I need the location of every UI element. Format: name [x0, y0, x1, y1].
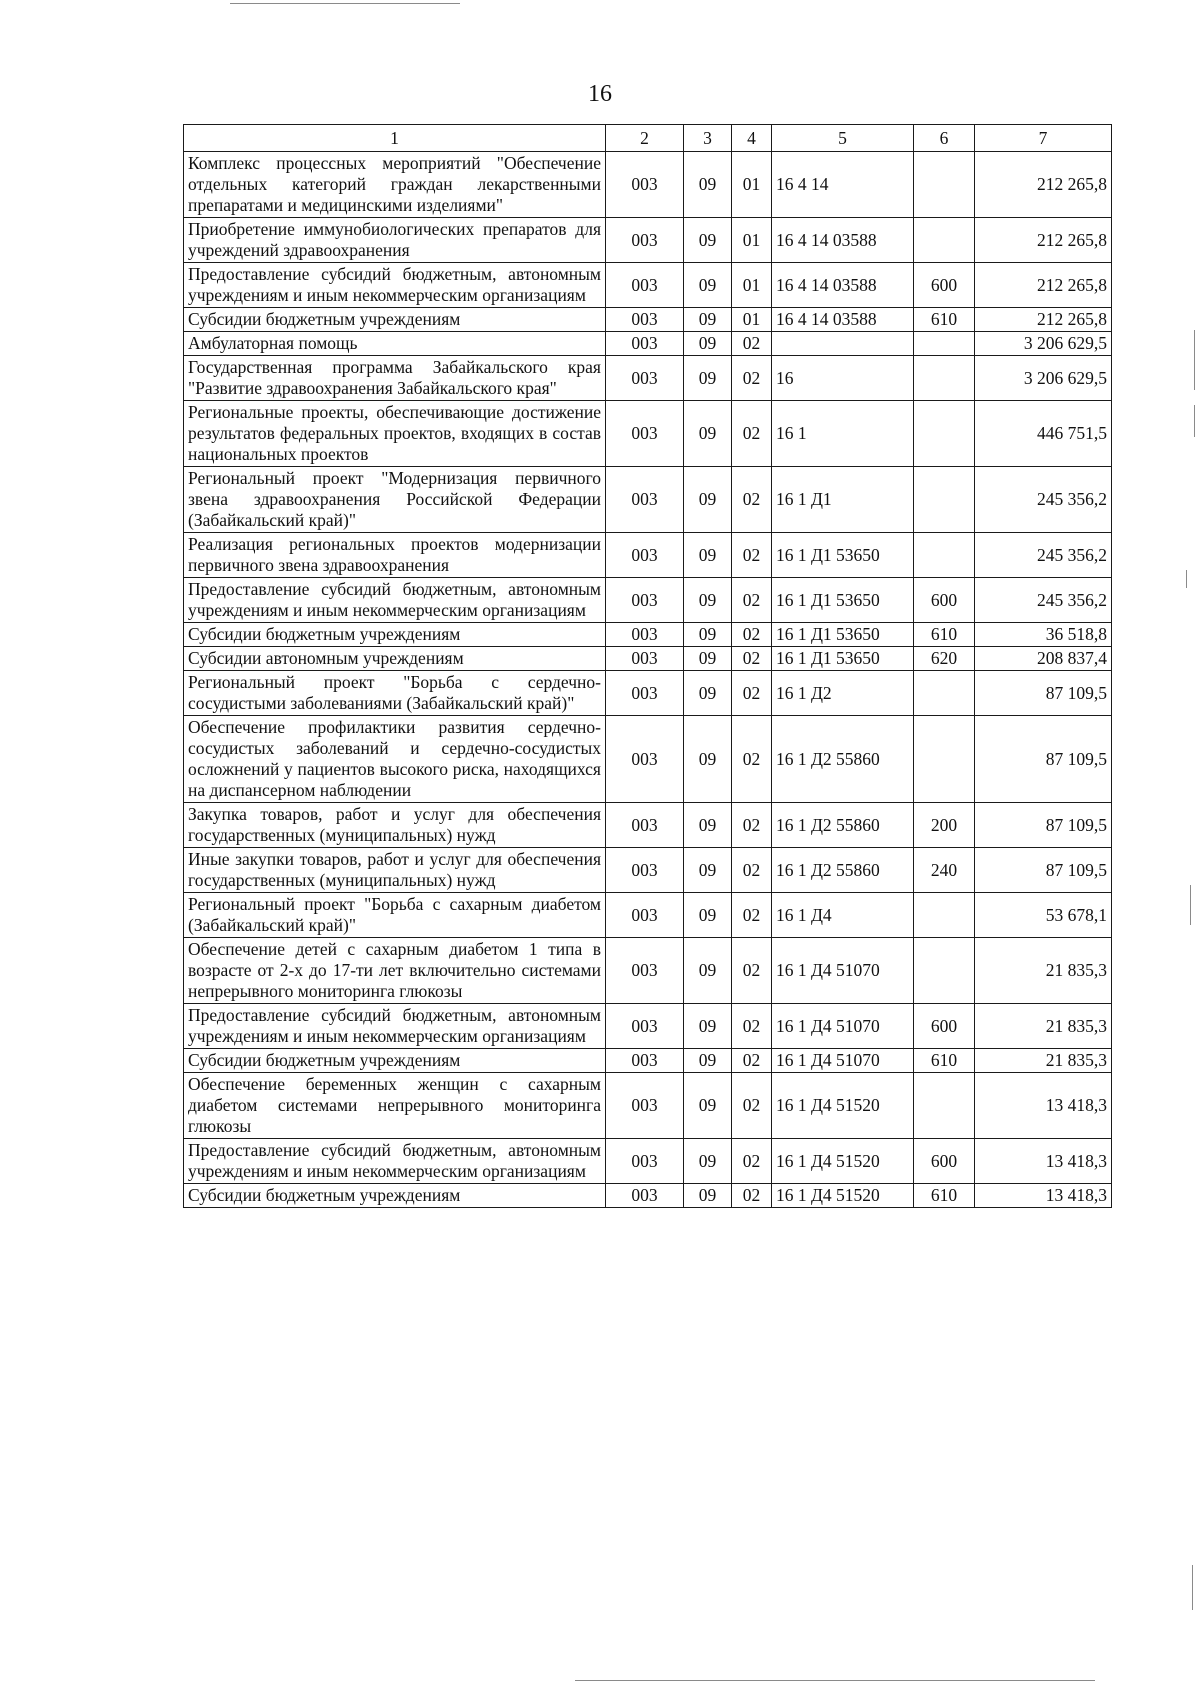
row-name-cell: Реализация региональных проектов модернизации первичного звена здравоохранения: [184, 533, 606, 578]
table-row: [184, 332, 1112, 356]
amount-cell: 87 109,5: [975, 716, 1112, 803]
amount-cell: 87 109,5: [975, 803, 1112, 848]
section-cell: 09: [684, 356, 732, 401]
row-name-cell: Субсидии бюджетным учреждениям: [184, 308, 606, 332]
expense-type-cell: [914, 671, 975, 716]
table-row: [184, 1139, 1112, 1184]
section-cell: 09: [684, 1004, 732, 1049]
admin-code-cell: 003: [606, 332, 684, 356]
column-header: 6: [914, 125, 975, 152]
section-cell: 09: [684, 647, 732, 671]
subsection-cell: 02: [732, 893, 772, 938]
table-row: [184, 467, 1112, 533]
subsection-cell: 02: [732, 716, 772, 803]
admin-code-cell: 003: [606, 671, 684, 716]
budget-table: [183, 124, 1112, 1208]
scan-artifact-bottom-line: [575, 1680, 1095, 1681]
amount-cell: 21 835,3: [975, 1004, 1112, 1049]
expense-type-cell: 240: [914, 848, 975, 893]
section-cell: 09: [684, 716, 732, 803]
table-row: [184, 623, 1112, 647]
row-name-cell: Региональный проект "Борьба с сахарным диабетом (Забайкальский край)": [184, 893, 606, 938]
subsection-cell: 02: [732, 533, 772, 578]
subsection-cell: 02: [732, 1004, 772, 1049]
subsection-cell: 02: [732, 623, 772, 647]
table-row: [184, 848, 1112, 893]
amount-cell: 13 418,3: [975, 1073, 1112, 1139]
column-header: 3: [684, 125, 732, 152]
admin-code-cell: 003: [606, 356, 684, 401]
target-article-cell: 16 1 Д4 51070: [772, 938, 914, 1004]
amount-cell: 212 265,8: [975, 263, 1112, 308]
amount-cell: 245 356,2: [975, 467, 1112, 533]
subsection-cell: 02: [732, 578, 772, 623]
table-row: [184, 578, 1112, 623]
table-row: [184, 533, 1112, 578]
amount-cell: 21 835,3: [975, 938, 1112, 1004]
admin-code-cell: 003: [606, 893, 684, 938]
row-name-cell: Предоставление субсидий бюджетным, автономным учреждениям и иным некоммерческим организациям: [184, 1139, 606, 1184]
amount-cell: 245 356,2: [975, 578, 1112, 623]
scan-artifact-right-mark: [1194, 330, 1195, 390]
admin-code-cell: 003: [606, 218, 684, 263]
expense-type-cell: 610: [914, 1049, 975, 1073]
subsection-cell: 02: [732, 1049, 772, 1073]
table-row: [184, 1184, 1112, 1208]
target-article-cell: 16 1: [772, 401, 914, 467]
target-article-cell: 16 1 Д1 53650: [772, 623, 914, 647]
admin-code-cell: 003: [606, 401, 684, 467]
section-cell: 09: [684, 623, 732, 647]
row-name-cell: Субсидии бюджетным учреждениям: [184, 1049, 606, 1073]
row-name-cell: Субсидии автономным учреждениям: [184, 647, 606, 671]
amount-cell: 212 265,8: [975, 308, 1112, 332]
row-name-cell: Иные закупки товаров, работ и услуг для обеспечения государственных (муниципальных) нужд: [184, 848, 606, 893]
expense-type-cell: [914, 401, 975, 467]
admin-code-cell: 003: [606, 938, 684, 1004]
target-article-cell: 16 4 14: [772, 152, 914, 218]
row-name-cell: Комплекс процессных мероприятий "Обеспечение отдельных категорий граждан лекарственными препаратами и медицинскими изделиями": [184, 152, 606, 218]
target-article-cell: 16 1 Д2 55860: [772, 803, 914, 848]
admin-code-cell: 003: [606, 848, 684, 893]
section-cell: 09: [684, 218, 732, 263]
table-row: [184, 1073, 1112, 1139]
subsection-cell: 02: [732, 1139, 772, 1184]
row-name-cell: Предоставление субсидий бюджетным, автономным учреждениям и иным некоммерческим организациям: [184, 1004, 606, 1049]
section-cell: 09: [684, 1184, 732, 1208]
admin-code-cell: 003: [606, 467, 684, 533]
header-row: [184, 125, 1112, 152]
amount-cell: 13 418,3: [975, 1184, 1112, 1208]
row-name-cell: Региональные проекты, обеспечивающие достижение результатов федеральных проектов, входящих в состав национальных проектов: [184, 401, 606, 467]
expense-type-cell: 200: [914, 803, 975, 848]
table-row: [184, 1049, 1112, 1073]
admin-code-cell: 003: [606, 716, 684, 803]
admin-code-cell: 003: [606, 578, 684, 623]
subsection-cell: 02: [732, 1184, 772, 1208]
table-row: [184, 671, 1112, 716]
subsection-cell: 02: [732, 848, 772, 893]
section-cell: 09: [684, 308, 732, 332]
table-row: [184, 308, 1112, 332]
amount-cell: 212 265,8: [975, 218, 1112, 263]
expense-type-cell: 600: [914, 1004, 975, 1049]
column-header: 1: [184, 125, 606, 152]
expense-type-cell: 610: [914, 623, 975, 647]
expense-type-cell: [914, 218, 975, 263]
expense-type-cell: 610: [914, 1184, 975, 1208]
section-cell: 09: [684, 533, 732, 578]
amount-cell: 3 206 629,5: [975, 356, 1112, 401]
table-body: [184, 152, 1112, 1208]
expense-type-cell: [914, 356, 975, 401]
expense-type-cell: 600: [914, 578, 975, 623]
admin-code-cell: 003: [606, 1049, 684, 1073]
subsection-cell: 01: [732, 263, 772, 308]
admin-code-cell: 003: [606, 623, 684, 647]
section-cell: 09: [684, 152, 732, 218]
target-article-cell: [772, 332, 914, 356]
row-name-cell: Региональный проект "Борьба с сердечно-сосудистыми заболеваниями (Забайкальский край)": [184, 671, 606, 716]
column-header: 5: [772, 125, 914, 152]
subsection-cell: 01: [732, 152, 772, 218]
row-name-cell: Предоставление субсидий бюджетным, автономным учреждениям и иным некоммерческим организациям: [184, 578, 606, 623]
admin-code-cell: 003: [606, 1073, 684, 1139]
expense-type-cell: [914, 893, 975, 938]
section-cell: 09: [684, 467, 732, 533]
row-name-cell: Обеспечение беременных женщин с сахарным диабетом системами непрерывного мониторинга глюкозы: [184, 1073, 606, 1139]
target-article-cell: 16 1 Д4 51520: [772, 1073, 914, 1139]
page-number: 16: [588, 81, 612, 107]
target-article-cell: 16 1 Д4: [772, 893, 914, 938]
target-article-cell: 16 1 Д4 51070: [772, 1049, 914, 1073]
scan-artifact-right-mark: [1194, 405, 1195, 437]
expense-type-cell: 600: [914, 263, 975, 308]
admin-code-cell: 003: [606, 1004, 684, 1049]
table-row: [184, 803, 1112, 848]
expense-type-cell: [914, 467, 975, 533]
row-name-cell: Субсидии бюджетным учреждениям: [184, 623, 606, 647]
table-row: [184, 893, 1112, 938]
expense-type-cell: [914, 533, 975, 578]
table-row: [184, 938, 1112, 1004]
section-cell: 09: [684, 893, 732, 938]
admin-code-cell: 003: [606, 533, 684, 578]
target-article-cell: 16 1 Д2: [772, 671, 914, 716]
amount-cell: 87 109,5: [975, 848, 1112, 893]
admin-code-cell: 003: [606, 308, 684, 332]
target-article-cell: 16 1 Д2 55860: [772, 848, 914, 893]
section-cell: 09: [684, 578, 732, 623]
target-article-cell: 16 1 Д1 53650: [772, 533, 914, 578]
amount-cell: 208 837,4: [975, 647, 1112, 671]
target-article-cell: 16 1 Д2 55860: [772, 716, 914, 803]
column-header: 4: [732, 125, 772, 152]
subsection-cell: 02: [732, 938, 772, 1004]
table-row: [184, 716, 1112, 803]
target-article-cell: 16 1 Д1 53650: [772, 578, 914, 623]
section-cell: 09: [684, 1073, 732, 1139]
amount-cell: 87 109,5: [975, 671, 1112, 716]
expense-type-cell: [914, 152, 975, 218]
expense-type-cell: [914, 716, 975, 803]
section-cell: 09: [684, 848, 732, 893]
amount-cell: 21 835,3: [975, 1049, 1112, 1073]
section-cell: 09: [684, 332, 732, 356]
amount-cell: 446 751,5: [975, 401, 1112, 467]
target-article-cell: 16 4 14 03588: [772, 218, 914, 263]
row-name-cell: Амбулаторная помощь: [184, 332, 606, 356]
target-article-cell: 16 1 Д4 51520: [772, 1184, 914, 1208]
table-row: [184, 1004, 1112, 1049]
target-article-cell: 16 1 Д1 53650: [772, 647, 914, 671]
target-article-cell: 16 1 Д1: [772, 467, 914, 533]
admin-code-cell: 003: [606, 263, 684, 308]
section-cell: 09: [684, 263, 732, 308]
expense-type-cell: [914, 332, 975, 356]
expense-type-cell: 610: [914, 308, 975, 332]
subsection-cell: 02: [732, 467, 772, 533]
row-name-cell: Приобретение иммунобиологических препаратов для учреждений здравоохранения: [184, 218, 606, 263]
section-cell: 09: [684, 671, 732, 716]
admin-code-cell: 003: [606, 647, 684, 671]
target-article-cell: 16 4 14 03588: [772, 263, 914, 308]
subsection-cell: 01: [732, 218, 772, 263]
subsection-cell: 02: [732, 671, 772, 716]
section-cell: 09: [684, 401, 732, 467]
subsection-cell: 02: [732, 356, 772, 401]
target-article-cell: 16: [772, 356, 914, 401]
amount-cell: 13 418,3: [975, 1139, 1112, 1184]
subsection-cell: 02: [732, 332, 772, 356]
subsection-cell: 02: [732, 401, 772, 467]
scan-artifact-right-mark: [1190, 885, 1191, 925]
subsection-cell: 02: [732, 647, 772, 671]
table-row: [184, 356, 1112, 401]
column-header: 7: [975, 125, 1112, 152]
subsection-cell: 02: [732, 1073, 772, 1139]
table-row: [184, 263, 1112, 308]
section-cell: 09: [684, 1049, 732, 1073]
target-article-cell: 16 1 Д4 51070: [772, 1004, 914, 1049]
admin-code-cell: 003: [606, 1184, 684, 1208]
expense-type-cell: [914, 938, 975, 1004]
scan-artifact-top-line: [230, 3, 460, 4]
amount-cell: 245 356,2: [975, 533, 1112, 578]
row-name-cell: Закупка товаров, работ и услуг для обеспечения государственных (муниципальных) нужд: [184, 803, 606, 848]
section-cell: 09: [684, 938, 732, 1004]
row-name-cell: Государственная программа Забайкальского края "Развитие здравоохранения Забайкальского края": [184, 356, 606, 401]
amount-cell: 53 678,1: [975, 893, 1112, 938]
section-cell: 09: [684, 1139, 732, 1184]
column-header: 2: [606, 125, 684, 152]
amount-cell: 3 206 629,5: [975, 332, 1112, 356]
row-name-cell: Обеспечение профилактики развития сердечно-сосудистых заболеваний и сердечно-сосудистых осложнений у пациентов высокого риска, находящихся на диспансерном наблюдении: [184, 716, 606, 803]
admin-code-cell: 003: [606, 803, 684, 848]
target-article-cell: 16 1 Д4 51520: [772, 1139, 914, 1184]
section-cell: 09: [684, 803, 732, 848]
scan-artifact-right-mark: [1186, 570, 1187, 588]
row-name-cell: Региональный проект "Модернизация первичного звена здравоохранения Российской Федерации (Забайкальский край)": [184, 467, 606, 533]
amount-cell: 212 265,8: [975, 152, 1112, 218]
expense-type-cell: 620: [914, 647, 975, 671]
target-article-cell: 16 4 14 03588: [772, 308, 914, 332]
row-name-cell: Субсидии бюджетным учреждениям: [184, 1184, 606, 1208]
expense-type-cell: 600: [914, 1139, 975, 1184]
row-name-cell: Обеспечение детей с сахарным диабетом 1 типа в возрасте от 2-х до 17-ти лет включительно системами непрерывного мониторинга глюкозы: [184, 938, 606, 1004]
table-row: [184, 152, 1112, 218]
row-name-cell: Предоставление субсидий бюджетным, автономным учреждениям и иным некоммерческим организациям: [184, 263, 606, 308]
admin-code-cell: 003: [606, 152, 684, 218]
table-row: [184, 647, 1112, 671]
amount-cell: 36 518,8: [975, 623, 1112, 647]
admin-code-cell: 003: [606, 1139, 684, 1184]
subsection-cell: 01: [732, 308, 772, 332]
table-row: [184, 401, 1112, 467]
expense-type-cell: [914, 1073, 975, 1139]
scan-artifact-right-mark: [1192, 1565, 1193, 1610]
table-row: [184, 218, 1112, 263]
subsection-cell: 02: [732, 803, 772, 848]
